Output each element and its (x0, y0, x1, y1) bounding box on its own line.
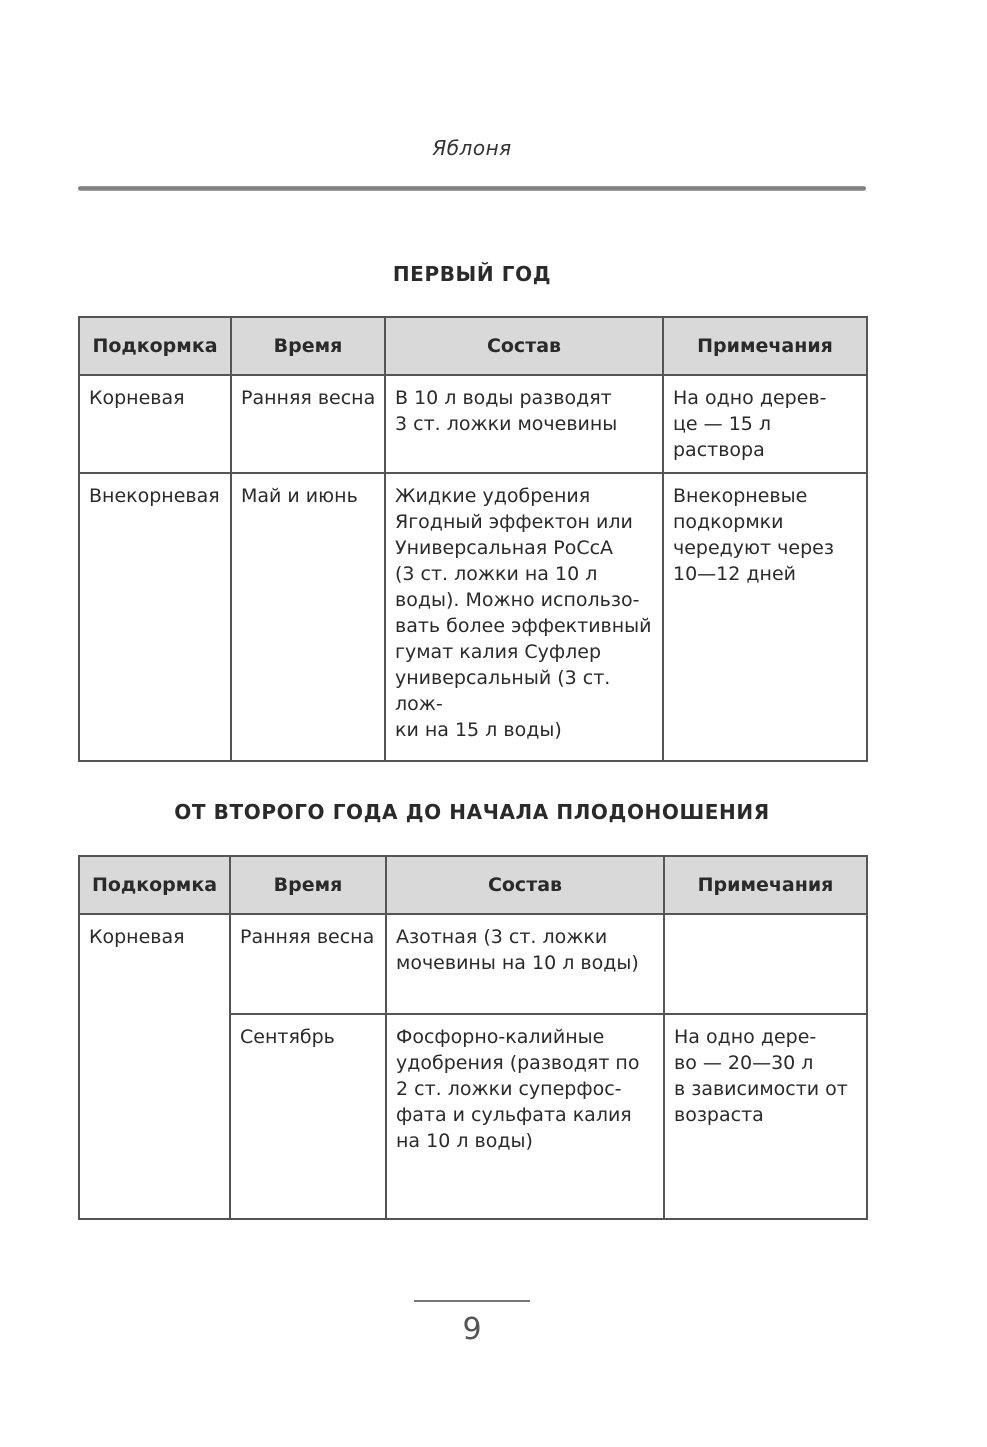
header-notes: Примечания (664, 856, 867, 914)
table-second-year (78, 855, 868, 1220)
cell-time-text: Май и июнь (241, 485, 358, 507)
cell-notes (664, 914, 867, 1014)
cell-time (231, 375, 385, 473)
cell-notes-text: На одно дере- во — 20—30 л в зависимости от возраста (674, 1026, 848, 1126)
cell-time-text: Сентябрь (240, 1026, 335, 1048)
page-number: 9 (462, 1312, 482, 1347)
header-type: Подкормка (79, 317, 231, 375)
cell-time (230, 914, 386, 1014)
cell-type-text: Внекорневая (89, 485, 220, 507)
header-composition: Состав (385, 317, 663, 375)
cell-composition (385, 375, 663, 473)
cell-composition (386, 1014, 664, 1219)
table-row (79, 914, 867, 1014)
cell-type (79, 375, 231, 473)
cell-composition (386, 914, 664, 1014)
header-time: Время (230, 856, 386, 914)
cell-time-text: Ранняя весна (241, 387, 376, 409)
header-time: Время (231, 317, 385, 375)
footer-rule (414, 1300, 530, 1302)
cell-type (79, 914, 230, 1219)
header-rule (78, 186, 866, 191)
section-title-second-year: ОТ ВТОРОГО ГОДА ДО НАЧАЛА ПЛОДОНОШЕНИЯ (174, 800, 770, 824)
table-row (79, 375, 867, 473)
cell-composition-text: Азотная (3 ст. ложки мочевины на 10 л воды) (396, 926, 639, 974)
cell-notes (663, 473, 867, 761)
table-header-row (79, 856, 867, 914)
cell-notes-text: На одно дерев- це — 15 л раствора (673, 387, 827, 461)
cell-type-text: Корневая (89, 387, 185, 409)
cell-composition-text: В 10 л воды разводят 3 ст. ложки мочевины (395, 387, 618, 435)
header-type: Подкормка (79, 856, 230, 914)
cell-type (79, 473, 231, 761)
cell-type-text: Корневая (89, 926, 185, 948)
section-title-first-year: ПЕРВЫЙ ГОД (392, 262, 552, 286)
header-composition: Состав (386, 856, 664, 914)
cell-composition (385, 473, 663, 761)
table-row (79, 473, 867, 761)
header-notes: Примечания (663, 317, 867, 375)
table-header-row (79, 317, 867, 375)
cell-time-text: Ранняя весна (240, 926, 375, 948)
cell-notes (664, 1014, 867, 1219)
running-head: Яблоня (432, 136, 512, 160)
cell-composition-text: Жидкие удобрения Ягодный эффектон или Универсальная РоСсА (3 ст. ложки на 10 л воды). Можно использо- вать более эффективный гумат калия Суфлер универсальный (3 ст. лож- ки на 15 л воды) (395, 485, 652, 741)
cell-notes-text: Внекорневые подкормки чередуют через 10—12 дней (673, 485, 834, 585)
table-first-year (78, 316, 868, 762)
cell-composition-text: Фосфорно-калийные удобрения (разводят по 2 ст. ложки суперфос- фата и сульфата калия на 10 л воды) (396, 1026, 640, 1152)
cell-time (230, 1014, 386, 1219)
cell-time (231, 473, 385, 761)
cell-notes (663, 375, 867, 473)
